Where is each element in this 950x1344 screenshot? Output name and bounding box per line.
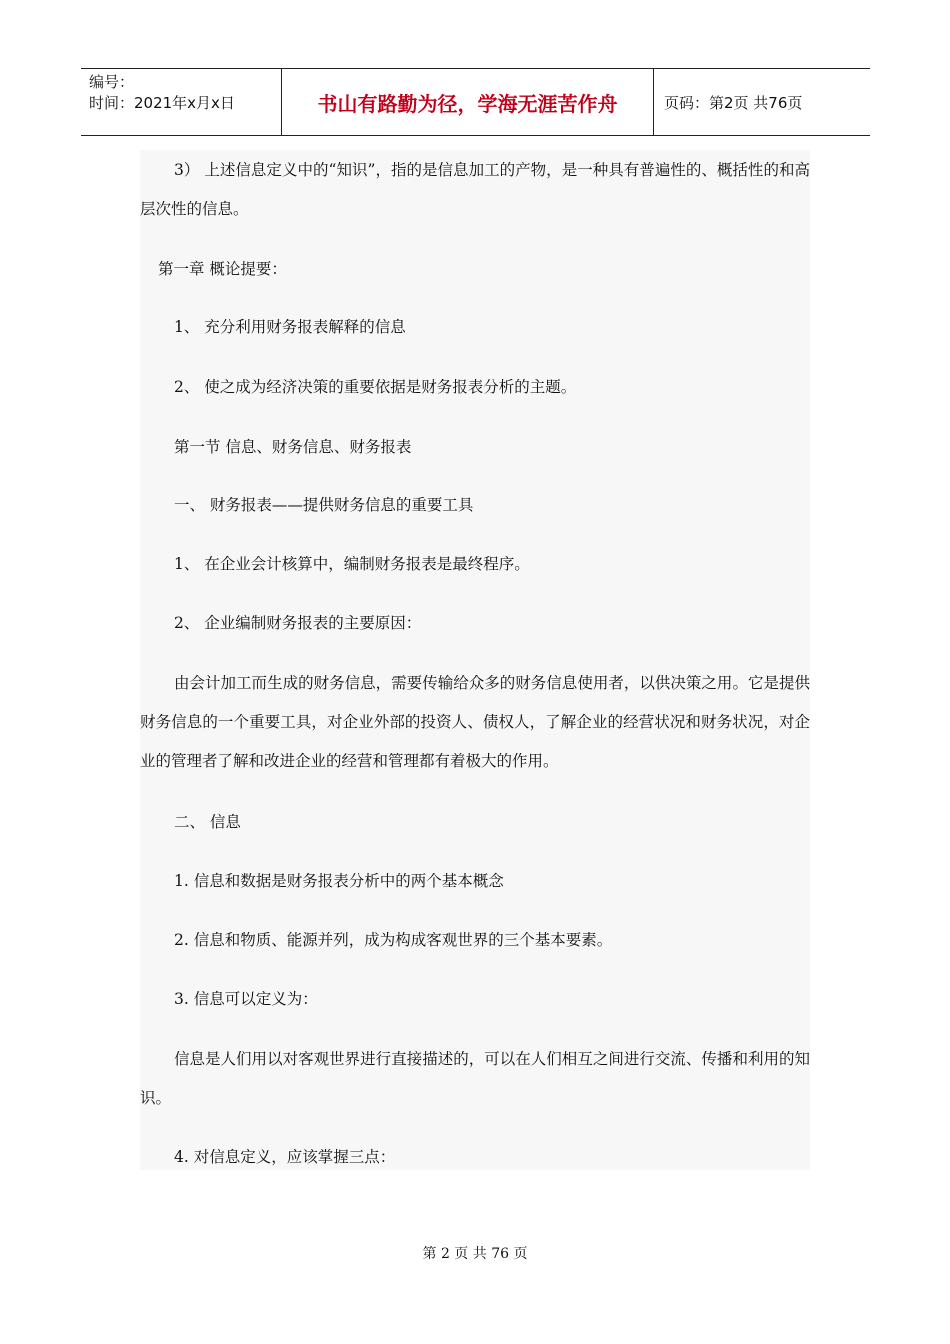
subsection-heading: 一、 财务报表——提供财务信息的重要工具: [174, 496, 474, 514]
paragraph-knowledge-note: 3） 上述信息定义中的“知识”，指的是信息加工的产物，是一种具有普遍性的、概括性的和高层次性的信息。: [140, 161, 810, 218]
list-item: 2、 使之成为经济决策的重要依据是财务报表分析的主题。: [174, 378, 577, 396]
paragraph-report-reason: 由会计加工而生成的财务信息，需要传输给众多的财务信息使用者，以供决策之用。它是提供财务信息的一个重要工具，对企业外部的投资人、债权人，了解企业的经营状况和财务状况，对企业的管理者了解和改进企业的经营和管理都有着极大的作用。: [140, 674, 810, 770]
document-time-label: 时间：2021年x月x日: [89, 94, 235, 112]
subsection-heading: 二、 信息: [174, 813, 241, 831]
section-heading: 第一节 信息、财务信息、财务报表: [174, 438, 412, 456]
list-item: 2、 企业编制财务报表的主要原因：: [174, 614, 422, 632]
paragraph-info-definition: 信息是人们用以对客观世界进行直接描述的，可以在人们相互之间进行交流、传播和利用的知识。: [140, 1050, 810, 1107]
header-motto: 书山有路勤为径，学海无涯苦作舟: [282, 69, 654, 135]
page-footer: 第 2 页 共 76 页: [422, 1246, 528, 1262]
list-item: 2. 信息和物质、能源并列，成为构成客观世界的三个基本要素。: [174, 931, 613, 949]
list-item: 1. 信息和数据是财务报表分析中的两个基本概念: [174, 872, 504, 890]
list-item: 1、 充分利用财务报表解释的信息: [174, 318, 406, 336]
chapter-heading: 第一章 概论提要：: [158, 260, 287, 278]
document-number-label: 编号：: [89, 73, 135, 91]
list-item: 1、 在企业会计核算中，编制财务报表是最终程序。: [174, 555, 530, 573]
page-header: [81, 68, 870, 136]
header-page-number: 页码：第2页 共76页: [664, 93, 803, 112]
header-meta: [81, 69, 282, 135]
list-item: 4. 对信息定义，应该掌握三点：: [174, 1148, 396, 1166]
list-item: 3. 信息可以定义为：: [174, 990, 318, 1008]
